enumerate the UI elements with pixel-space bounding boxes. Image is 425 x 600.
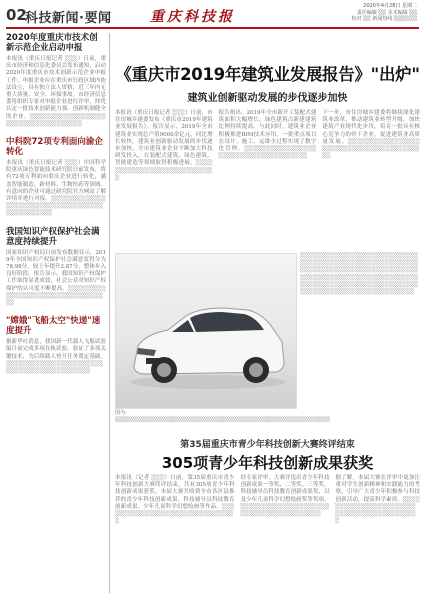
lead-body-column: 本报讯（重庆日报记者 ░░░）日前，市住房城乡建委发布《重庆市2019年建筑业发展报告》。报告显示，2019年全市建筑业实现总产值9000余亿元，同比增长较快，建筑业创新驱动发展的步伐逐步加快。全市建筑业企业不断加大科技研发投入，在装配式建筑、绿色建筑、智能建造等领域取得积极进展。░░░░░░░░░░░░░░░░░░░░░░░░░░░░ [115, 110, 213, 181]
car-photo [115, 253, 297, 409]
second-article-header [115, 437, 420, 473]
date-line-2: 责任编辑 ░░ 美术编辑 ░░ [356, 9, 417, 16]
newspaper-name: 重庆科技报 [150, 9, 235, 25]
second-article-headline: 305项青少年科技创新成果获奖 [161, 454, 374, 472]
brief-body: 国家知识产权局日前发布数据显示，2019年全国知识产权保护社会满意度得分为78.98分，较上年提升2.87分，整体步入良好阶段。报告显示，我国知识产权保护工作取得显著成效，社会公众对知识产权保护的认可度不断提高。░░░░░░░░░░░░░░░░░░░░░░░░░░░░░░░░░░ [6, 249, 106, 307]
brief-body: 本报讯（重庆日报记者 ░░░）日前，重庆市经济和信息化委员会发布通知，启动2020年度重庆市技术创新示范企业申报工作。申报企业应在重庆市行政区域内依法设立，具有独立法人资格，近三年内无重大质量、安全、环保事故。市经济信息委将组织专家对申报企业进行评审，择优认定一批技术创新能力强、创新机制健全的企业。░░░░░░░░░░░░░░░░░░░░░░░░░░░░░░░░░░░░ [6, 56, 106, 127]
brief-title: 我国知识产权保护社会满意度持续提升 [6, 226, 100, 247]
second-body-column: 本报讯（记者 ░░░）日前，第35届重庆市青少年科技创新大赛终评结束，共有305项青少年科技创新成果获奖。本届大赛共收到全市各区县推荐的青少年科技创新成果、科技辅导员科技教育创新成果、少年儿童科学幻想绘画等作品。░░░░░░░░░░░░░░░░░░░░░░░░░░░░░░░░ [115, 475, 235, 525]
photo-caption: 图为：░░░░░░░░░░░░░░░░░░░░░░░░░░░░░░░░░░░░░░░░░░░░░░░░░░░░░░░░ [115, 410, 331, 423]
lead-subheadline: 建筑业创新驱动发展的步伐逐步加快 [187, 93, 348, 104]
brief-title: 2020年度重庆市技术创新示范企业启动申报 [6, 33, 98, 53]
lead-headline: 《重庆市2019年建筑业发展报告》"出炉" [115, 65, 420, 84]
brief-title: 中科院72项专利面向渝企转化 [6, 137, 103, 158]
left-news-column [6, 33, 106, 593]
second-body-column: 经专家评审，大赛评选出青少年科技创新成果一等奖、二等奖、三等奖，科技辅导员科技教育创新成果奖，以及少年儿童科学幻想绘画奖等奖项。░░░░░░░░░░░░░░░░░░░░░░░░░░░░░░░░░░░░░░░░ [240, 475, 330, 518]
second-body-column: 据了解，本届大赛在评审中更加注重对学生创新精神和实践能力的考察，引导广大青少年积极参与科技创新活动，提高科学素质。░░░░░░░░░░░░░░░░░░░░░░░░░░░░░░░░░░░░░░░░░░░ [335, 475, 420, 525]
lead-body-column: 报告指出，2019年全市新开工装配式建筑面积大幅增长，绿色建筑占新建建筑比例持续提高。与此同时，建筑业企业积极推进BIM技术应用，一批重点项目在设计、施工、运维全过程实现了数字化管理。░░░░░░░░░░░░░░░░░░░░░░░░░░░░░░░░░░░░░░ [218, 110, 317, 160]
date-line [351, 3, 417, 23]
masthead-rule [6, 27, 419, 29]
brief-item [6, 227, 106, 308]
lead-body-column: 下一步，市住房城乡建委将继续深化建筑业改革，推动建筑业转型升级，加快建筑产业现代化步伐，培育一批具有核心竞争力的骨干企业，促进建筑业高质量发展。░░░░░░░░░░░░░░░░░░░░░░░░░░░░░░░░░░░░░░░░░░ [322, 110, 421, 160]
date-line-1: 2020年4月28日 星期二 [363, 3, 417, 9]
brief-item [6, 137, 106, 218]
brief-title: "嫦娥"飞船太空"快递"速度提升 [6, 316, 101, 337]
date-line-3: 校对 ░░ 新闻热线 ░░░░░░ [351, 16, 417, 22]
second-article-body [115, 475, 420, 525]
brief-item [6, 316, 106, 375]
brief-body: 本报讯（重庆日报记者 ░░░）中国科学院重庆绿色智能技术研究院日前发布，将有72项专利面向重庆企业进行转化，涵盖智能制造、新材料、生物医药等领域。有意向的企业可通过研究院官方网站了解详情并进行对接。░░░░░░░░░░░░░░░░░░░░░░░░░░░░░░░░░░░░░░░░░░░░░░░ [6, 160, 106, 217]
lead-body [115, 110, 420, 182]
brief-body: 据新华社消息，我国新一代载人飞船试验船日前完成多项在轨试验，验证了多项关键技术，为后续载人登月任务奠定基础。░░░░░░░░░░░░░░░░░░░░░░░░░░░░░░░░░░░░░░░░░░░ [6, 339, 106, 375]
car-illustration [116, 254, 296, 408]
page-number: 02 [6, 6, 27, 24]
column-divider [109, 33, 110, 593]
second-article-kicker: 第35届重庆市青少年科技创新大赛终评结束 [180, 440, 355, 450]
section-title: 科技新闻·要闻 [25, 11, 112, 26]
brief-item [6, 33, 106, 128]
lead-body-continued: ░░░░░░░░░░░░░░░░░░░░░░░░░░░░░░░░░░░░░░░░░░░░░░░░░░░░░░░░░░░░░░░░░░░░░░░░░░░░░░░░░░░░░░░░░░░░░░░░░░░░░░░░░░░░░░░░░░░░░░░░░░░░░░░░░░░░░░░░░░░░░░░░░░░░░░░░░░░░░░░░░░░░░░░ [300, 253, 419, 296]
